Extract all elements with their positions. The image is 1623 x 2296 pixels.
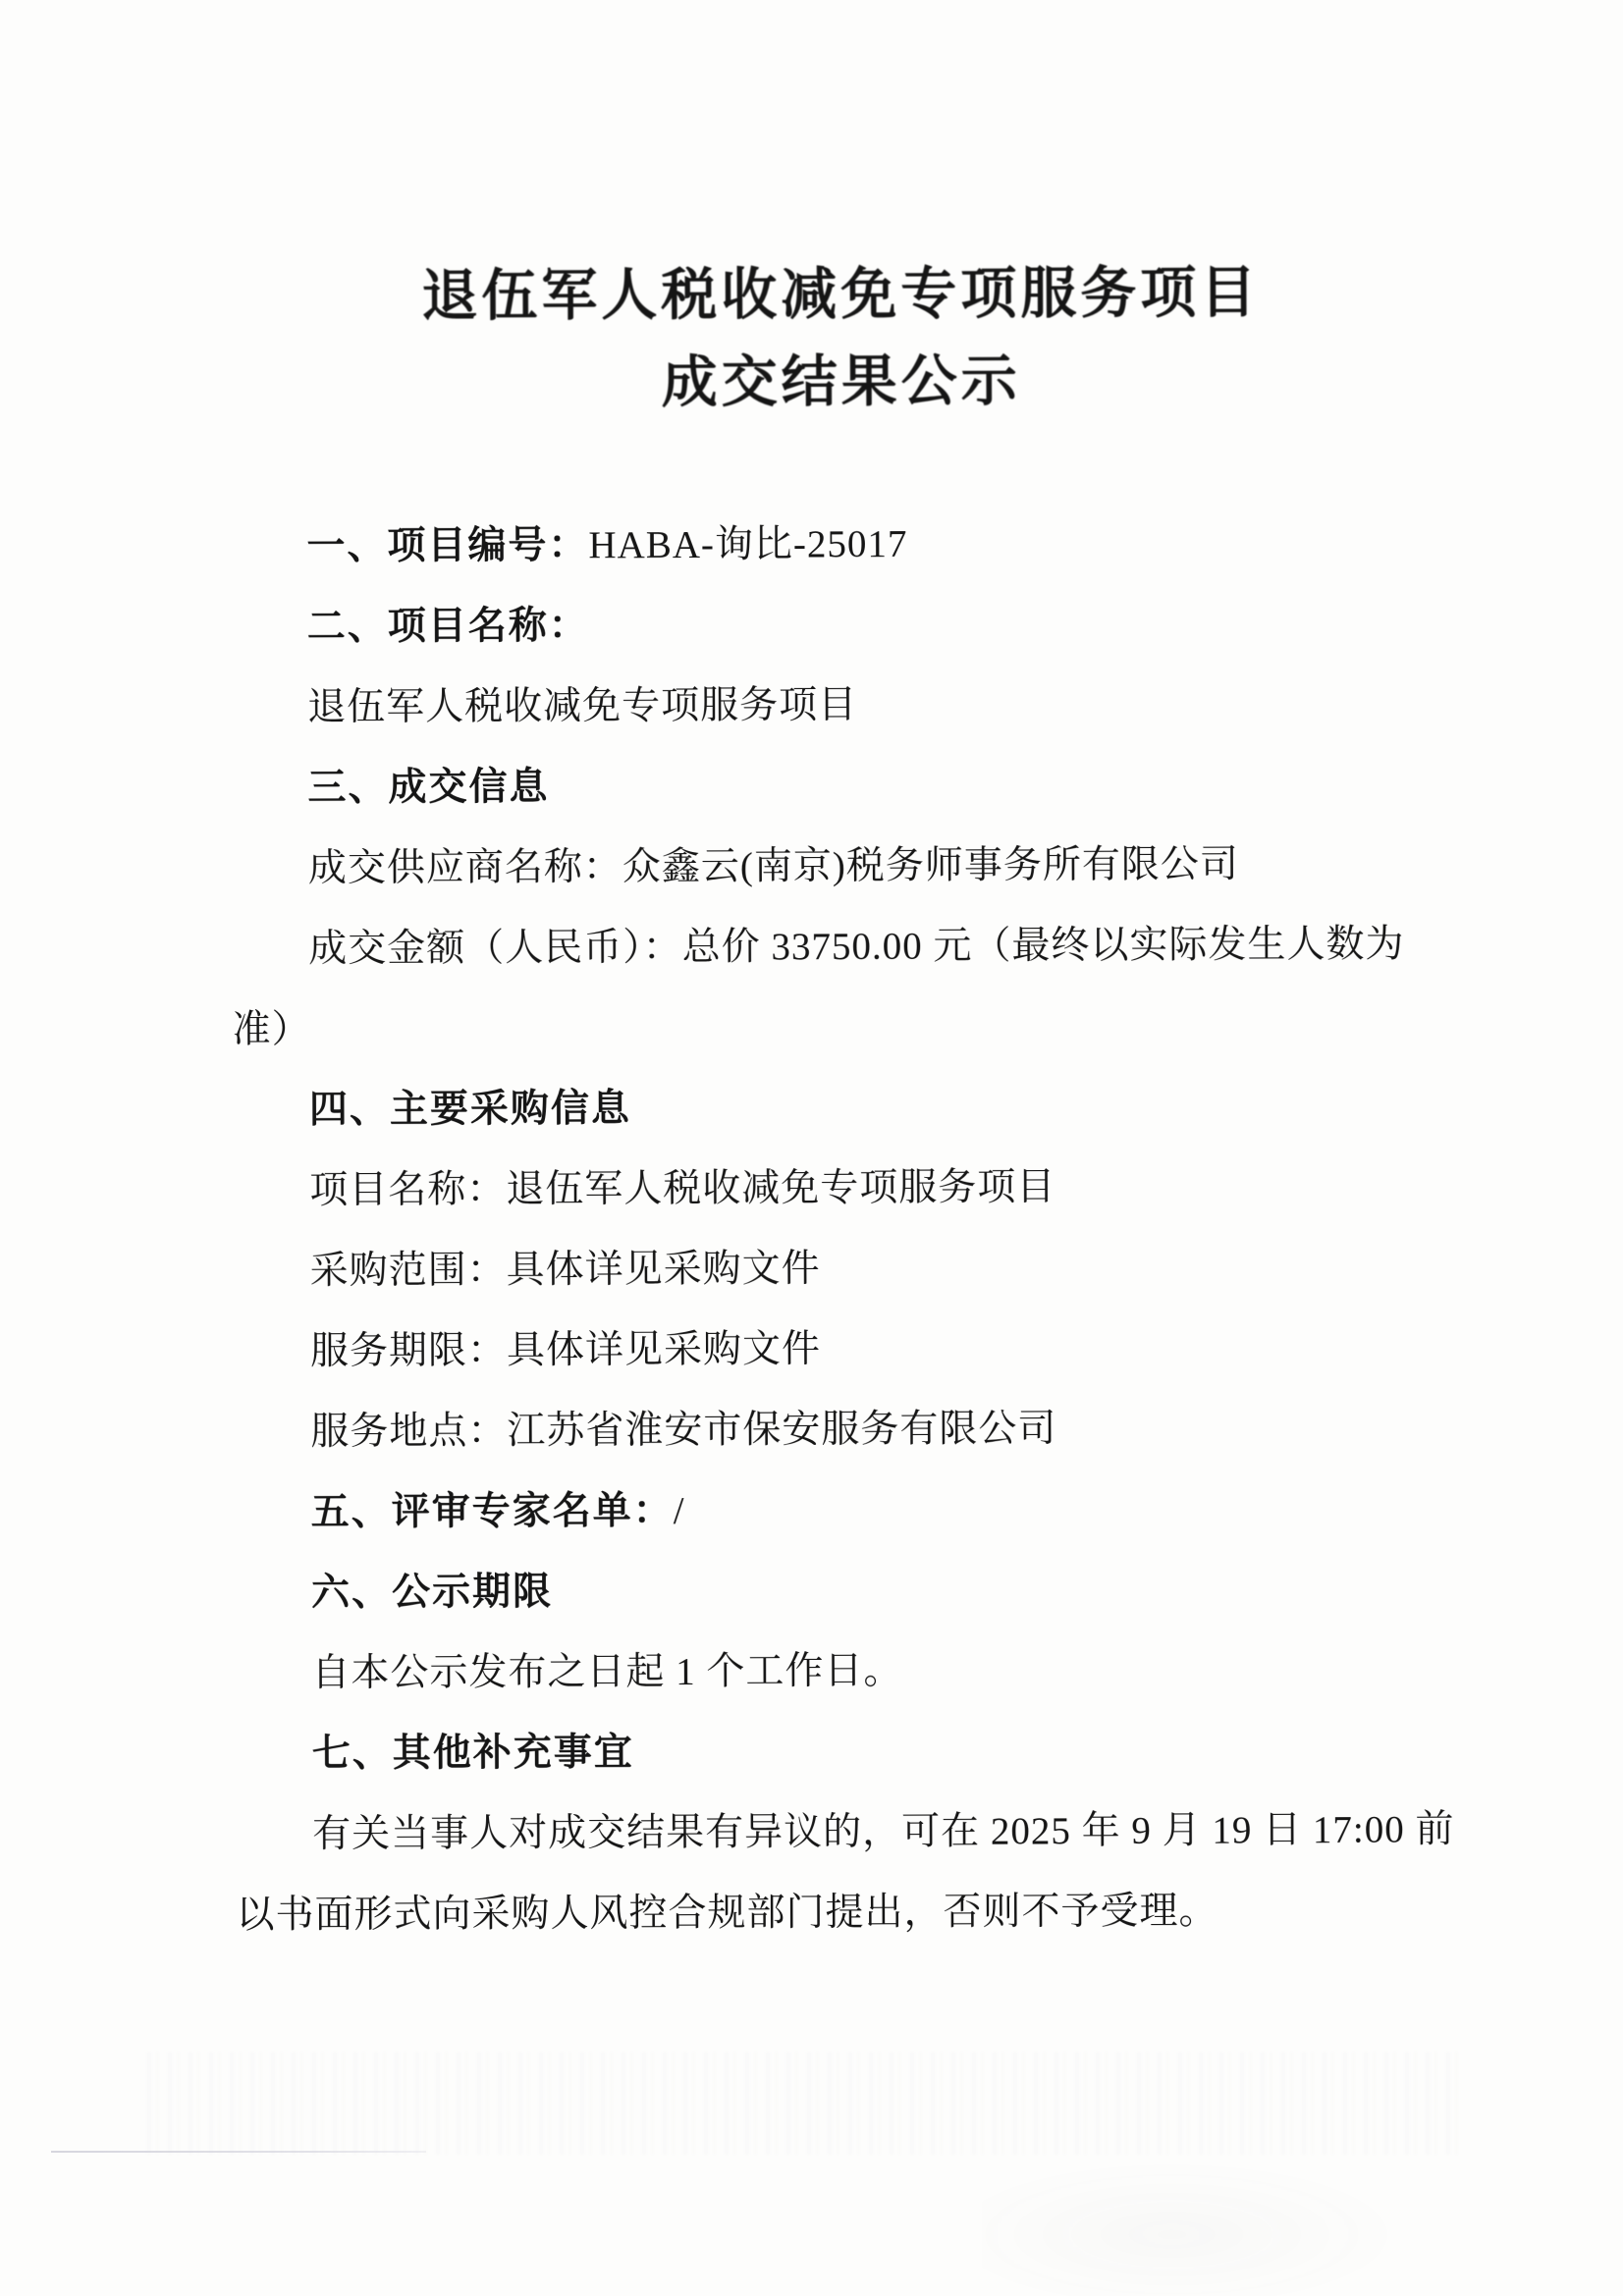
deal-amount: 成交金额（人民币）：总价 33750.00 元（最终以实际发生人数为准） xyxy=(232,923,1405,1051)
publicity-period-value: 自本公示发布之日起 1 个工作日。 xyxy=(311,1649,903,1695)
section-project-name-heading: 二、项目名称： xyxy=(306,604,589,649)
section-project-number xyxy=(230,502,1453,587)
project-number-value: HABA-询比-25017 xyxy=(588,522,908,566)
scan-noise-blob xyxy=(982,2160,1404,2296)
experts-value: / xyxy=(673,1489,685,1532)
scan-artifact-line xyxy=(51,2151,426,2153)
section-other-heading: 七、其他补充事宜 xyxy=(311,1731,634,1776)
document-title-line2: 成交结果公示 xyxy=(661,350,1021,414)
procurement-item-term: 服务期限：具体详见采购文件 xyxy=(309,1327,822,1373)
procurement-item-scope: 采购范围：具体详见采购文件 xyxy=(309,1247,821,1293)
section-publicity-heading: 六、公示期限 xyxy=(310,1571,554,1615)
deal-supplier: 成交供应商名称：众鑫云(南京)税务师事务所有限公司 xyxy=(307,843,1239,890)
experts-label: 五、评审专家名单： xyxy=(310,1489,674,1534)
document-body xyxy=(230,502,1459,1955)
document-title-line1: 退伍军人税收减免专项服务项目 xyxy=(421,262,1261,328)
procurement-item-location: 服务地点：江苏省淮安市保安服务有限公司 xyxy=(310,1407,1057,1454)
section-experts xyxy=(235,1468,1458,1553)
procurement-item-name: 项目名称：退伍军人税收减免专项服务项目 xyxy=(309,1165,1056,1212)
scan-noise-band xyxy=(147,2052,1463,2155)
section-procurement-heading: 四、主要采购信息 xyxy=(308,1087,632,1132)
other-supplement-text: 有关当事人对成交结果有异议的，可在 2025 年 9 月 19 日 17:00 前以书面形式向采购人风控合规部门提出，否则不予受理。 xyxy=(236,1808,1455,1937)
project-name-value: 退伍军人税收减免专项服务项目 xyxy=(307,683,858,729)
project-number-label: 一、项目编号： xyxy=(306,523,589,568)
document-title xyxy=(229,248,1453,428)
section-deal-info-heading: 三、成交信息 xyxy=(307,766,550,810)
